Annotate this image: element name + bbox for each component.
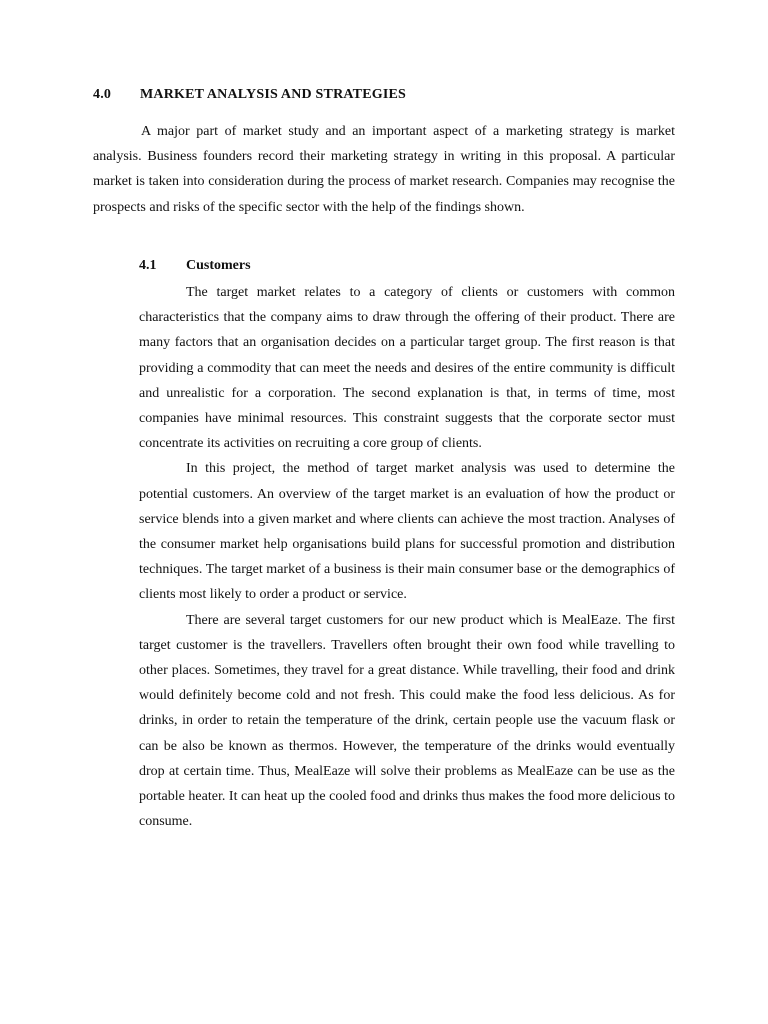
subsection-number: 4.1 — [139, 258, 157, 273]
section-title: MARKET ANALYSIS AND STRATEGIES — [140, 87, 406, 102]
body-paragraph: The target market relates to a category of clients or customers with common characteristics that the company aims to draw through the offering of their product. There are many factors that an organisation decides on a particular target group. The first reason is that providing a commodity that can meet the needs and desires of the entire community is difficult and unrealistic for a corporation. The second explanation is that, in terms of time, most companies have minimal resources. This constraint suggests that the corporate sector must concentrate its activities on recruiting a core group of clients. — [139, 285, 675, 452]
body-paragraph: In this project, the method of target market analysis was used to determine the potential customers. An overview of the target market is an evaluation of how the product or service blends into a given market and where clients can achieve the most traction. Analyses of the consumer market help organisations build plans for successful promotion and distribution techniques. The target market of a business is their main consumer base or the demographics of clients most likely to order a product or service. — [139, 461, 675, 603]
body-paragraph: There are several target customers for our new product which is MealEaze. The first target customer is the travellers. Travellers often brought their own food while travelling to other places. Sometimes, they travel for a great distance. While travelling, their food and drink would definitely become cold and not fresh. This could make the food less delicious. As for drinks, in order to retain the temperature of the drink, certain people use the vacuum flask or can be also be known as thermos. However, the temperature of the drinks would eventually drop at certain time. Thus, MealEaze will solve their problems as MealEaze can be use as the portable heater. It can heat up the cooled food and drinks thus makes the food more delicious to consume. — [139, 612, 675, 830]
intro-paragraph: A major part of market study and an important aspect of a marketing strategy is market analysis. Business founders record their marketing strategy in writing in this proposal. A particular market is taken into consideration during the process of market research. Companies may recognise the prospects and risks of the specific sector with the help of the findings shown. — [93, 124, 675, 215]
subsection-title: Customers — [186, 258, 251, 273]
section-number: 4.0 — [93, 87, 112, 102]
section-heading — [93, 87, 406, 103]
subsection-body — [139, 280, 675, 834]
subsection-heading — [139, 258, 251, 274]
